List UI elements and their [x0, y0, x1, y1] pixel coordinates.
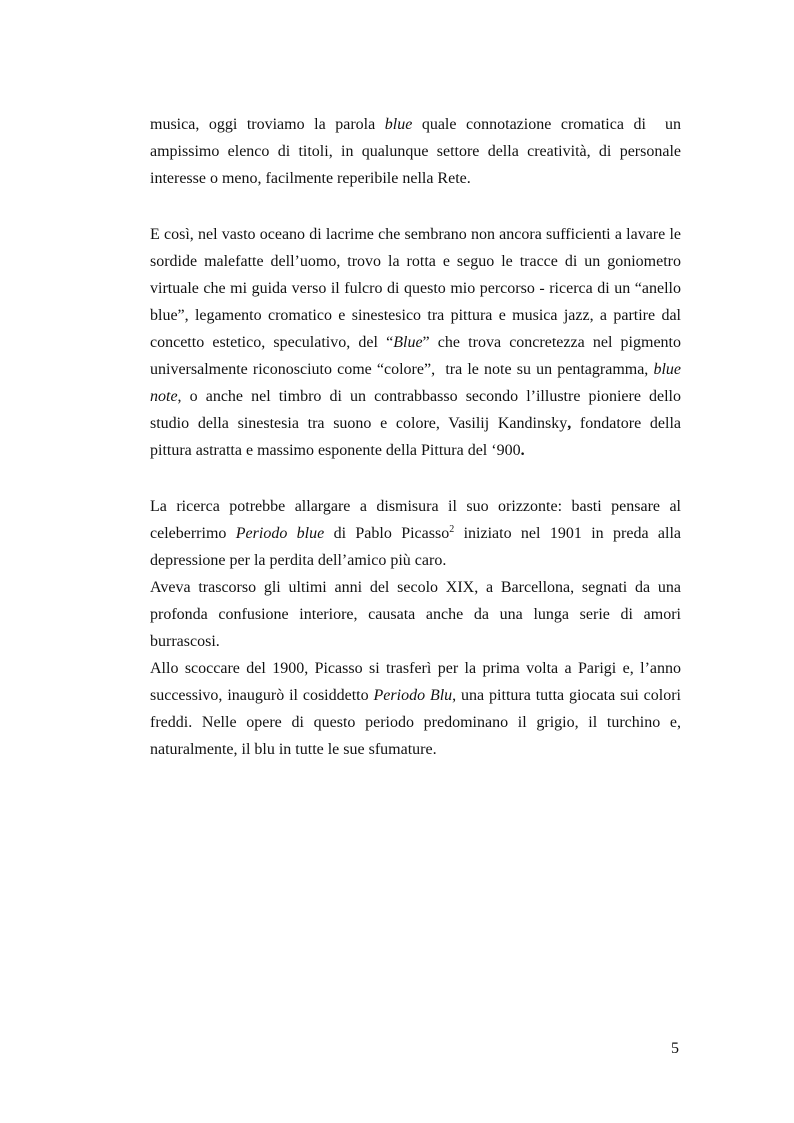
footnote-marker: 2: [449, 524, 455, 535]
text-line: E così, nel vasto oceano di lacrime che sembrano non ancora sufficienti a lavare le: [150, 226, 681, 243]
text-line: concetto estetico, speculativo, del “Blue” che trova concretezza nel pigmento: [150, 334, 681, 351]
text-line: Allo scoccare del 1900, Picasso si trasferì per la prima volta a Parigi e, l’anno: [150, 660, 681, 677]
text-line: successivo, inaugurò il cosiddetto Periodo Blu, una pittura tutta giocata sui colori: [150, 687, 681, 704]
text-line: virtuale che mi guida verso il fulcro di questo mio percorso - ricerca di un “anello: [150, 280, 681, 297]
text-line: Aveva trascorso gli ultimi anni del secolo XIX, a Barcellona, segnati da una: [150, 579, 681, 596]
text-line: depressione per la perdita dell’amico più caro.: [150, 552, 447, 569]
text-line: pittura astratta e massimo esponente della Pittura del ‘900.: [150, 442, 525, 459]
text-line: La ricerca potrebbe allargare a dismisura il suo orizzonte: basti pensare al: [150, 498, 681, 515]
text-line: freddi. Nelle opere di questo periodo predominano il grigio, il turchino e,: [150, 714, 681, 731]
text-line: profonda confusione interiore, causata anche da una lunga serie di amori: [150, 606, 681, 623]
text-line: studio della sinestesia tra suono e colore, Vasilij Kandinsky, fondatore della: [150, 415, 681, 432]
text-line: note, o anche nel timbro di un contrabbasso secondo l’illustre pioniere dello: [150, 388, 681, 405]
text-line: sordide malefatte dell’uomo, trovo la rotta e seguo le tracce di un goniometro: [150, 253, 681, 270]
text-line: celeberrimo Periodo blue di Pablo Picasso$^2$ iniziato nel 1901 in preda alla: [150, 524, 681, 542]
text-line: burrascosi.: [150, 633, 220, 650]
text-line: ampissimo elenco di titoli, in qualunque settore della creatività, di personale: [150, 143, 681, 160]
text-line: naturalmente, il blu in tutte le sue sfumature.: [150, 741, 437, 758]
text-line: universalmente riconosciuto come “colore”, tra le note su un pentagramma, blue: [150, 361, 681, 378]
text-line: musica, oggi troviamo la parola blue quale connotazione cromatica di un: [150, 116, 681, 133]
text-line: blue”, legamento cromatico e sinestesico tra pittura e musica jazz, a partire dal: [150, 307, 681, 324]
page-number: 5: [671, 1040, 679, 1057]
text-line: interesse o meno, facilmente reperibile nella Rete.: [150, 170, 471, 187]
